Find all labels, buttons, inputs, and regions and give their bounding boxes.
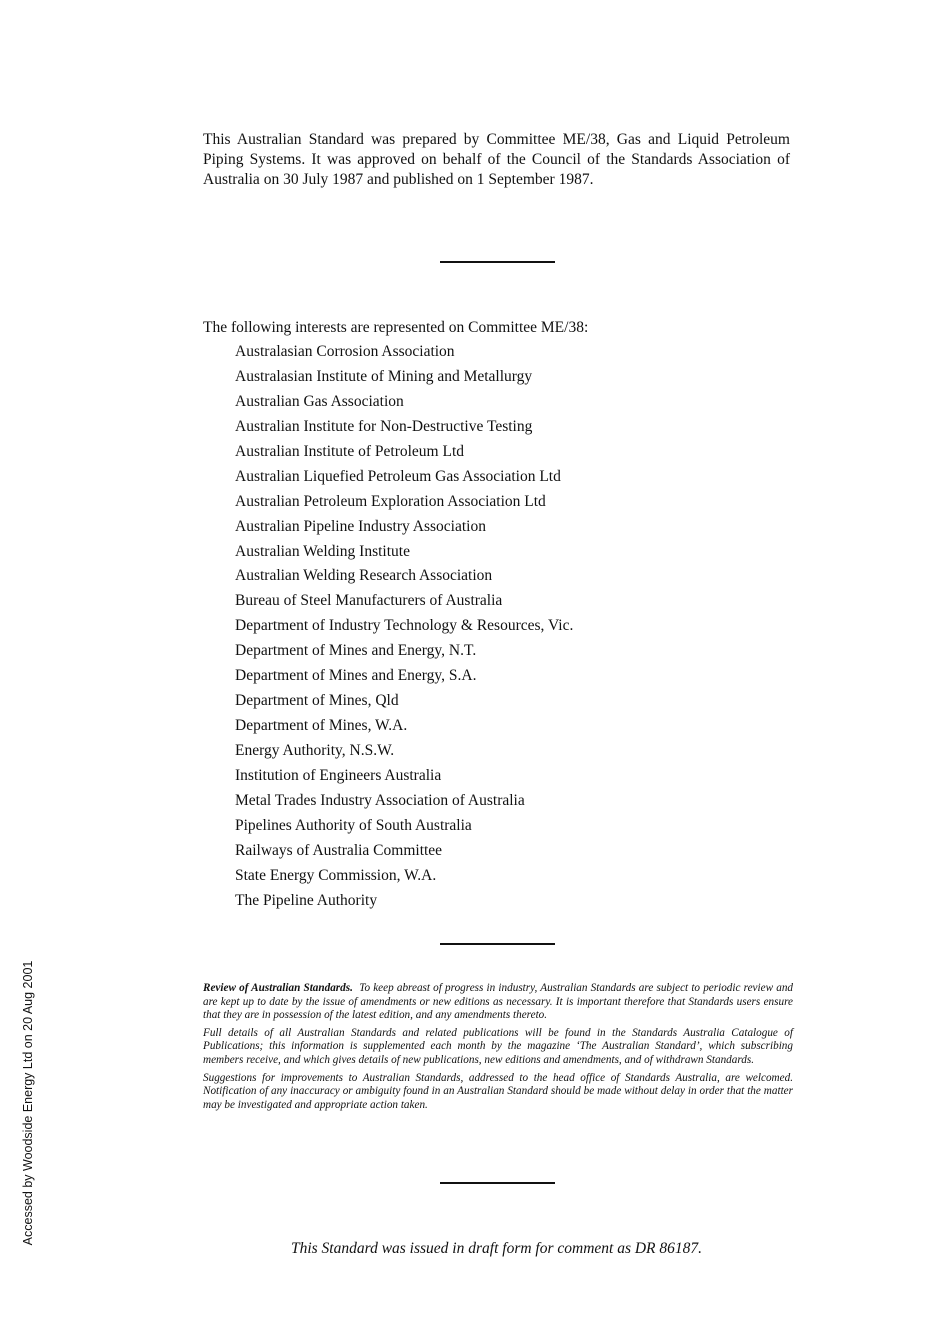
list-item: The Pipeline Authority	[235, 891, 378, 909]
list-item: Australian Petroleum Exploration Association Ltd	[235, 492, 546, 510]
list-item: Australian Gas Association	[235, 392, 404, 410]
review-notice	[203, 982, 793, 1116]
list-item: Australasian Corrosion Association	[235, 343, 455, 360]
list-item: Department of Mines, W.A.	[235, 717, 408, 735]
list-item: Department of Mines and Energy, N.T.	[235, 642, 477, 660]
draft-note: This Standard was issued in draft form for comment as DR 86187.	[290, 1240, 703, 1257]
review-heading: Review of Australian Standards.	[203, 982, 353, 994]
list-item: Metal Trades Industry Association of Australia	[235, 791, 525, 809]
approval-statement: This Australian Standard was prepared by Committee ME/38, Gas and Liquid Petroleum Piping Systems. It was approved on behalf of the Council of the Standards Association of Australia on 30 July 1987 and published on 1 September 1987.	[203, 131, 790, 188]
list-item: Australasian Institute of Mining and Metallurgy	[235, 367, 533, 385]
list-item: Australian Welding Research Association	[235, 567, 493, 585]
list-item: Pipelines Authority of South Australia	[235, 816, 472, 834]
divider-rule	[440, 1182, 555, 1184]
access-watermark: Accessed by Woodside Energy Ltd on 20 Aug 2001	[21, 960, 35, 1246]
list-item: Australian Institute of Petroleum Ltd	[235, 442, 465, 460]
list-item: Bureau of Steel Manufacturers of Australia	[235, 592, 503, 610]
review-paragraph	[203, 982, 793, 1023]
list-item: Energy Authority, N.S.W.	[235, 742, 395, 759]
suggestions-paragraph: Suggestions for improvements to Australian Standards, addressed to the head office of Standards Australia, are welcomed. Notification of any inaccuracy or ambiguity found in an Australian Standard should be made without delay in order that the matter may be investigated and appropriate action taken.	[203, 1071, 793, 1111]
list-item: State Energy Commission, W.A.	[235, 866, 437, 884]
review-text: To keep abreast of progress in industry, Australian Standards are subject to periodic review and are kept up to date by the issue of amendments or new editions as necessary. It is important therefore that Standards users ensure that they are in possession of the latest edition, and any amendments thereto.	[203, 982, 794, 1022]
committee-interests-list	[235, 342, 573, 916]
list-item: Institution of Engineers Australia	[235, 766, 442, 784]
list-item: Australian Pipeline Industry Association	[235, 517, 486, 535]
divider-rule	[440, 943, 555, 945]
list-item: Department of Industry Technology & Resources, Vic.	[235, 617, 574, 635]
list-item: Department of Mines, Qld	[235, 692, 399, 710]
list-item: Australian Liquefied Petroleum Gas Association Ltd	[235, 467, 561, 485]
divider-rule	[440, 261, 555, 263]
list-item: Department of Mines and Energy, S.A.	[235, 667, 477, 685]
list-item: Australian Institute for Non-Destructive Testing	[235, 417, 533, 435]
list-item: Railways of Australia Committee	[235, 841, 443, 859]
catalogue-paragraph: Full details of all Australian Standards and related publications will be found in the Standards Australia Catalogue of Publications; this information is supplemented each month by the magazine ‘The Australian Standard’, which subscribing members receive, and which gives details of new publications, new editions and amendments, and of withdrawn Standards.	[203, 1026, 793, 1066]
list-item: Australian Welding Institute	[235, 542, 410, 560]
committee-interests-heading: The following interests are represented on Committee ME/38:	[203, 319, 589, 336]
